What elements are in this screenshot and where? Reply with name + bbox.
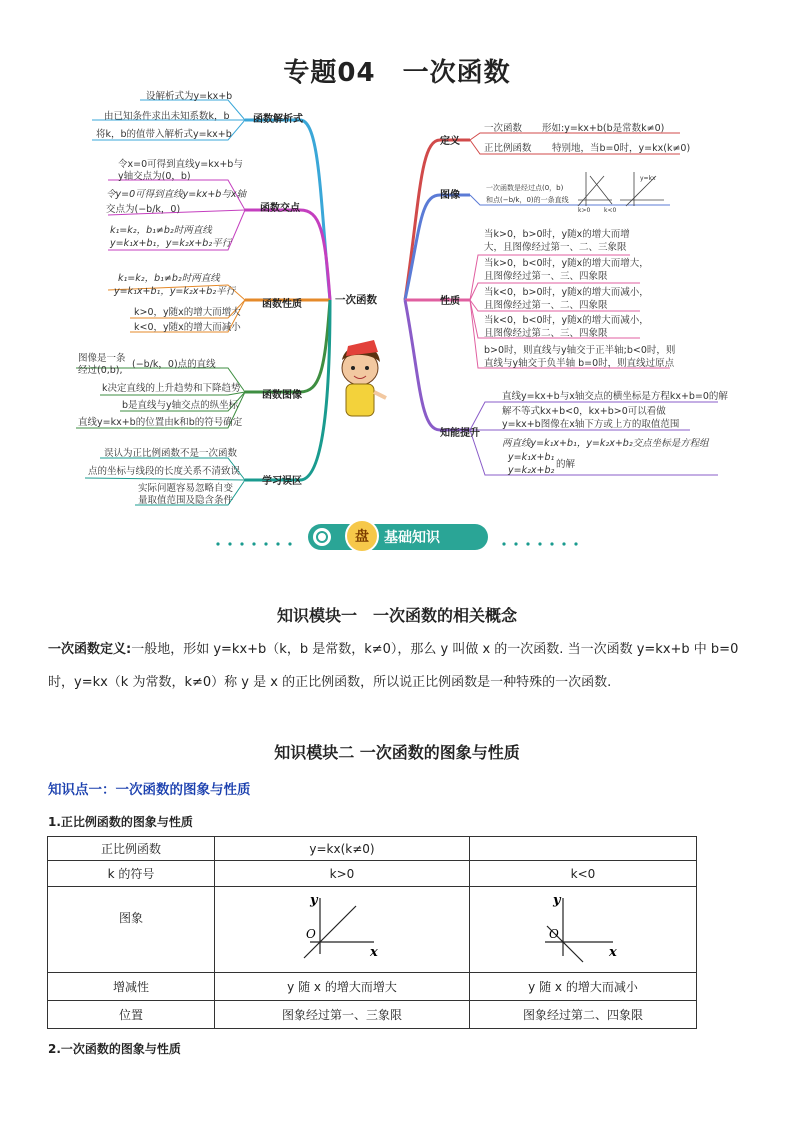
node-text: 令y=0可得到直线y=kx+b与x轴 [106,189,246,200]
node-text: y=kx [640,175,656,182]
table-cell: 位置 [48,1001,215,1029]
node-text: 一次函数是经过点(0，b) [486,184,564,192]
table-cell: y 随 x 的增大而增大 [215,973,470,1001]
table-cell: 正比例函数 [48,837,215,861]
image-graph-1 [578,172,612,206]
page-title: 专题04 一次函数 [283,58,511,88]
node-text: k>0，y随x的增大而增大 [134,307,241,318]
definition-line2: 时，y=kx（k 为常数，k≠0）称 y 是 x 的正比例函数，所以说正比例函数是一种特殊的一次函数. [48,675,612,690]
banner-label: 基础知识 [384,530,440,546]
definition-label: 一次函数定义: [48,642,132,657]
node-text: 两直线y=k₁x+b₁，y=k₂x+b₂交点坐标是方程组 [502,438,709,449]
graph-cell-k-negative [470,887,697,973]
node-text: 令x=0可得到直线y=kx+b与 [118,159,243,170]
branch-advanced: 知能提升 [440,428,480,439]
origin-label: O [549,927,559,941]
node-text: 当k<0，b>0时，y随x的增大而减小， [484,287,649,298]
node-text: 将k，b的值带入解析式y=kx+b [96,129,232,140]
node-text: y=kx+b图像在x轴下方或上方的取值范围 [502,419,680,430]
branch-nature: 性质 [440,296,460,307]
origin-label: O [306,927,316,941]
definition-line1: 一般地，形如 y=kx+b（k，b 是常数，k≠0），那么 y 叫做 x 的一次函数. 当一次函数 y=kx+b 中 b=0 [131,642,739,657]
table-cell: y=kx(k≠0) [215,837,470,861]
node-text: 特别地，当b=0时，y=kx(k≠0) [552,143,691,154]
table-cell: k<0 [470,861,697,887]
mindmap-center: 一次函数 [335,294,377,306]
node-text: 经过(0,b), [78,365,123,376]
node-text: y=k₁x+b₁，y=k₂x+b₂平行 [114,286,236,297]
node-text: 当k>0，b>0时，y随x的增大而增 [484,229,630,240]
node-text: 误认为正比例函数不是一次函数 [104,448,238,459]
module2-heading: 知识模块二 一次函数的图象与性质 [274,743,520,762]
node-text: 和点(−b/k，0)的一条直线 [486,196,569,204]
subsection-1: 1.正比例函数的图象与性质 [48,815,193,829]
table-row [48,861,697,887]
node-text: b>0时，则直线与y轴交于正半轴;b<0时，则 [484,345,676,356]
table-row [48,973,697,1001]
node-text: y轴交点为(0，b) [118,171,191,182]
node-text: k<0 [604,207,617,214]
node-text: y=k₁x+b₁，y=k₂x+b₂平行 [110,238,232,249]
node-text: k决定直线的上升趋势和下降趋势 [102,383,241,394]
node-text: 当k<0，b<0时，y随x的增大而减小， [484,315,649,326]
graph-decreasing [533,888,633,968]
axis-x-label: x [609,945,617,960]
table-cell [470,837,697,861]
module1-paragraph [48,633,748,699]
branch-graph: 函数图像 [262,390,302,401]
node-text: b是直线与y轴交点的纵坐标 [122,400,239,411]
node-text: 一次函数 [484,123,523,134]
axis-x-label: x [370,945,378,960]
node-text: 形如:y=kx+b(b是常数k≠0) [542,123,665,134]
table-cell: k>0 [215,861,470,887]
axis-y-label: y [310,893,318,908]
table-row [48,837,697,861]
proportional-function-table [47,836,697,1029]
graph-increasing [292,888,392,968]
table-row [48,887,697,973]
subsection-2: 2.一次函数的图象与性质 [48,1042,181,1056]
node-text: 解不等式kx+b<0，kx+b>0可以看做 [502,406,666,417]
node-text: 交点为(−b/k，0) [106,204,181,215]
node-text: 大，且图像经过第一、二、三象限 [484,242,627,253]
node-text: 直线y=kx+b与x轴交点的横坐标是方程kx+b=0的解 [502,391,728,402]
axis-y-label: y [553,893,561,908]
node-text: 点的坐标与线段的长度关系不清致误 [88,466,241,477]
table-row [48,1001,697,1029]
node-text: 图像是一条 [78,353,126,364]
module1-heading: 知识模块一 一次函数的相关概念 [276,606,517,625]
node-text: 且图像经过第一、二、四象限 [484,300,608,311]
node-text: k>0 [578,207,591,214]
table-cell: y 随 x 的增大而减小 [470,973,697,1001]
branch-misconceptions: 学习误区 [262,476,302,487]
node-text: 直线与y轴交于负半轴 b=0时，则直线过原点 [484,358,675,369]
branch-image: 图像 [440,190,460,201]
table-cell: 图象经过第一、三象限 [215,1001,470,1029]
node-text: 由已知条件求出未知系数k，b [104,111,230,122]
branch-properties: 函数性质 [262,299,302,310]
cartoon-boy-illustration [342,340,386,416]
node-text: 且图像经过第一、三、四象限 [484,271,608,282]
node-text: k<0，y随x的增大而减小 [134,322,241,333]
node-text: (−b/k，0)点的直线 [132,359,216,370]
node-text: k₁=k₂，b₁≠b₂时两直线 [118,273,220,284]
knowledge-point-heading: 知识点一：一次函数的图象与性质 [48,782,251,798]
table-cell: 图象 [48,887,215,973]
node-text: 直线y=kx+b的位置由k和b的符号确定 [78,417,243,428]
node-text: y=k₁x+b₁ [508,452,555,463]
node-text: 且图像经过第二、三、四象限 [484,328,608,339]
graph-cell-k-positive [215,887,470,973]
node-text: 量取值范围及隐含条件 [138,495,234,506]
node-text: 的解 [556,459,576,470]
node-text: y=k₂x+b₂ [508,465,555,476]
node-text: 设解析式为y=kx+b [146,91,233,102]
node-text: 实际问题容易忽略自变 [138,483,234,494]
table-cell: k 的符号 [48,861,215,887]
node-text: 当k>0，b<0时，y随x的增大而增大， [484,258,649,269]
banner-glyph: 盘 [355,529,369,545]
node-text: k₁=k₂，b₁≠b₂时两直线 [110,225,212,236]
table-cell: 增减性 [48,973,215,1001]
table-cell: 图象经过第二、四象限 [470,1001,697,1029]
branch-definition: 定义 [440,136,460,147]
branch-intersection: 函数交点 [260,203,300,214]
node-text: 正比例函数 [484,143,532,154]
branch-function-expression: 函数解析式 [253,114,303,125]
